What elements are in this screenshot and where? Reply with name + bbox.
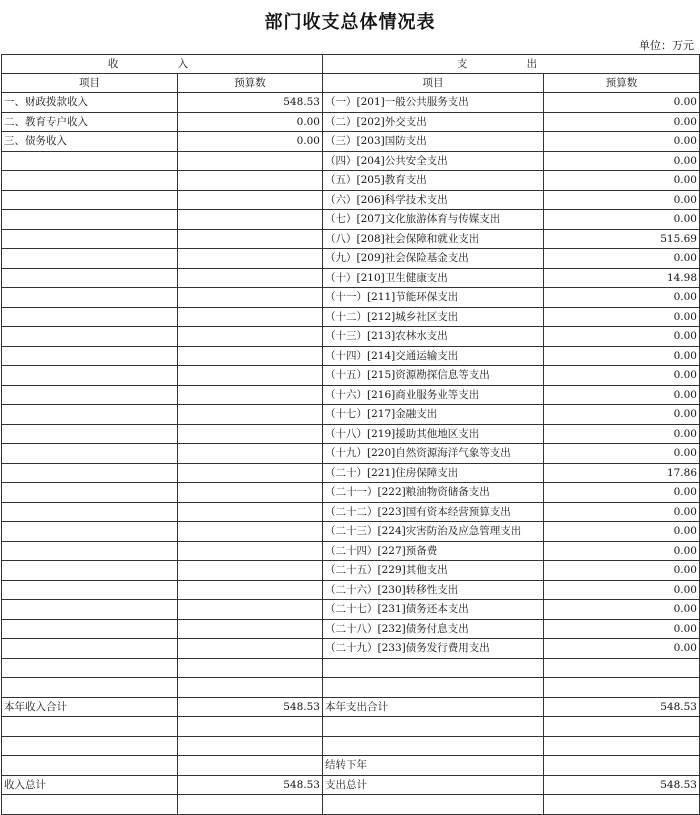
- carry-forward-label: 结转下年: [323, 756, 544, 776]
- table-row: [2, 366, 700, 386]
- blank-cell: [2, 658, 178, 678]
- table-row: [2, 561, 700, 581]
- blank-row: [2, 795, 700, 815]
- expense-total-label: 支出总计: [323, 775, 544, 795]
- expense-item-cell: （十）[210]卫生健康支出: [323, 268, 544, 288]
- table-row: [2, 112, 700, 132]
- table-row: [2, 639, 700, 659]
- expense-item-cell: （九）[209]社会保险基金支出: [323, 249, 544, 269]
- page-title: 部门收支总体情况表: [264, 12, 436, 33]
- income-item-cell: [2, 151, 178, 171]
- expense-value-cell: 0.00: [544, 210, 700, 230]
- income-item-cell: 二、教育专户收入: [2, 112, 178, 132]
- table-row: [2, 619, 700, 639]
- blank-cell: [323, 658, 544, 678]
- income-item-cell: [2, 639, 178, 659]
- income-value-cell: [178, 346, 323, 366]
- blank-cell: [323, 736, 544, 756]
- table-row: [2, 171, 700, 191]
- income-value-cell: [178, 619, 323, 639]
- expense-value-cell: 515.69: [544, 229, 700, 249]
- expense-value-cell: 0.00: [544, 424, 700, 444]
- blank-cell: [544, 717, 700, 737]
- year-income-label: 本年收入合计: [2, 697, 178, 717]
- expense-value-cell: 0.00: [544, 561, 700, 581]
- blank-cell: [544, 658, 700, 678]
- table-row: [2, 483, 700, 503]
- expense-item-cell: （二十一）[222]粮油物资储备支出: [323, 483, 544, 503]
- expense-value-cell: 0.00: [544, 327, 700, 347]
- table-row: [2, 268, 700, 288]
- expense-item-cell: （十八）[219]援助其他地区支出: [323, 424, 544, 444]
- income-value-cell: 0.00: [178, 112, 323, 132]
- income-item-cell: [2, 288, 178, 308]
- income-value-cell: [178, 229, 323, 249]
- income-item-cell: [2, 463, 178, 483]
- income-total-label: 收入总计: [2, 775, 178, 795]
- income-budget-header: 预算数: [178, 74, 323, 93]
- expense-item-cell: （十九）[220]自然资源海洋气象等支出: [323, 444, 544, 464]
- income-item-cell: [2, 229, 178, 249]
- carry-forward-value: [544, 756, 700, 776]
- income-value-cell: [178, 249, 323, 269]
- income-item-cell: [2, 385, 178, 405]
- section-header-row: [2, 55, 700, 74]
- income-value-cell: [178, 580, 323, 600]
- expense-item-cell: （二十六）[230]转移性支出: [323, 580, 544, 600]
- blank-cell: [178, 756, 323, 776]
- income-value-cell: 548.53: [178, 93, 323, 113]
- income-item-cell: [2, 561, 178, 581]
- expense-value-cell: 0.00: [544, 190, 700, 210]
- table-row: [2, 151, 700, 171]
- table-row: [2, 288, 700, 308]
- table-row: [2, 424, 700, 444]
- income-value-cell: [178, 483, 323, 503]
- income-item-cell: [2, 366, 178, 386]
- expense-item-cell: （一）[201]一般公共服务支出: [323, 93, 544, 113]
- income-item-cell: [2, 268, 178, 288]
- income-item-cell: [2, 190, 178, 210]
- expense-value-cell: 0.00: [544, 151, 700, 171]
- table-row: [2, 580, 700, 600]
- expense-item-cell: （六）[206]科学技术支出: [323, 190, 544, 210]
- income-value-cell: [178, 210, 323, 230]
- income-item-cell: [2, 327, 178, 347]
- income-value-cell: [178, 502, 323, 522]
- year-income-value: 548.53: [178, 697, 323, 717]
- expense-item-cell: （三）[203]国防支出: [323, 132, 544, 152]
- year-expense-label: 本年支出合计: [323, 697, 544, 717]
- income-value-cell: [178, 190, 323, 210]
- expense-value-cell: 0.00: [544, 288, 700, 308]
- income-item-cell: [2, 210, 178, 230]
- blank-cell: [2, 795, 178, 815]
- income-item-header: 项目: [2, 74, 178, 93]
- expense-value-cell: 0.00: [544, 385, 700, 405]
- income-item-cell: [2, 405, 178, 425]
- table-row: [2, 307, 700, 327]
- expense-item-cell: （二十八）[232]债务付息支出: [323, 619, 544, 639]
- table-row: [2, 210, 700, 230]
- expense-item-cell: （四）[204]公共安全支出: [323, 151, 544, 171]
- blank-cell: [323, 795, 544, 815]
- income-item-cell: [2, 483, 178, 503]
- expense-value-cell: 0.00: [544, 132, 700, 152]
- income-item-cell: [2, 580, 178, 600]
- income-value-cell: [178, 600, 323, 620]
- income-value-cell: [178, 151, 323, 171]
- table-row: [2, 463, 700, 483]
- blank-cell: [178, 795, 323, 815]
- income-value-cell: [178, 385, 323, 405]
- expense-value-cell: 0.00: [544, 249, 700, 269]
- income-item-cell: [2, 171, 178, 191]
- blank-cell: [2, 678, 178, 698]
- blank-cell: [323, 678, 544, 698]
- expense-value-cell: 14.98: [544, 268, 700, 288]
- expense-item-cell: （十七）[217]金融支出: [323, 405, 544, 425]
- expense-item-cell: （二十五）[229]其他支出: [323, 561, 544, 581]
- blank-row: [2, 717, 700, 737]
- income-value-cell: 0.00: [178, 132, 323, 152]
- expense-total-value: 548.53: [544, 775, 700, 795]
- expense-value-cell: 0.00: [544, 112, 700, 132]
- income-item-cell: [2, 522, 178, 542]
- blank-cell: [2, 736, 178, 756]
- expense-value-cell: 0.00: [544, 639, 700, 659]
- blank-cell: [2, 717, 178, 737]
- expense-item-cell: （五）[205]教育支出: [323, 171, 544, 191]
- expense-value-cell: 0.00: [544, 93, 700, 113]
- blank-row: [2, 736, 700, 756]
- expense-value-cell: 0.00: [544, 541, 700, 561]
- table-row: [2, 405, 700, 425]
- income-item-cell: [2, 600, 178, 620]
- blank-cell: [544, 795, 700, 815]
- income-value-cell: [178, 639, 323, 659]
- income-value-cell: [178, 444, 323, 464]
- expense-item-cell: （二十）[221]住房保障支出: [323, 463, 544, 483]
- expense-item-cell: （十四）[214]交通运输支出: [323, 346, 544, 366]
- income-value-cell: [178, 288, 323, 308]
- table-row: [2, 93, 700, 113]
- income-value-cell: [178, 405, 323, 425]
- table-row: [2, 444, 700, 464]
- table-row: [2, 522, 700, 542]
- expense-value-cell: 0.00: [544, 600, 700, 620]
- expense-item-cell: （二十四）[227]预备费: [323, 541, 544, 561]
- column-header-row: [2, 74, 700, 93]
- year-total-row: [2, 697, 700, 717]
- expense-item-header: 项目: [323, 74, 544, 93]
- expense-item-cell: （十二）[212]城乡社区支出: [323, 307, 544, 327]
- expense-value-cell: 17.86: [544, 463, 700, 483]
- expense-value-cell: 0.00: [544, 502, 700, 522]
- year-expense-value: 548.53: [544, 697, 700, 717]
- blank-row: [2, 658, 700, 678]
- expense-item-cell: （十五）[215]资源勘探信息等支出: [323, 366, 544, 386]
- table-row: [2, 346, 700, 366]
- income-item-cell: [2, 619, 178, 639]
- expense-item-cell: （八）[208]社会保障和就业支出: [323, 229, 544, 249]
- income-item-cell: [2, 346, 178, 366]
- income-value-cell: [178, 561, 323, 581]
- income-value-cell: [178, 307, 323, 327]
- table-row: [2, 541, 700, 561]
- expense-item-cell: （二十三）[224]灾害防治及应急管理支出: [323, 522, 544, 542]
- income-item-cell: [2, 502, 178, 522]
- income-item-cell: 一、财政拨款收入: [2, 93, 178, 113]
- table-row: [2, 132, 700, 152]
- expense-value-cell: 0.00: [544, 444, 700, 464]
- income-value-cell: [178, 463, 323, 483]
- expense-value-cell: 0.00: [544, 522, 700, 542]
- table-row: [2, 502, 700, 522]
- blank-cell: [178, 717, 323, 737]
- income-item-cell: [2, 541, 178, 561]
- expense-value-cell: 0.00: [544, 366, 700, 386]
- income-value-cell: [178, 366, 323, 386]
- expense-value-cell: 0.00: [544, 483, 700, 503]
- expense-section-header: 支 出: [323, 55, 700, 74]
- table-row: [2, 249, 700, 269]
- income-section-header: 收 入: [2, 55, 323, 74]
- unit-label: 单位：万元: [639, 39, 694, 52]
- table-row: [2, 327, 700, 347]
- income-item-cell: [2, 424, 178, 444]
- table-row: [2, 385, 700, 405]
- income-value-cell: [178, 268, 323, 288]
- table-row: [2, 229, 700, 249]
- carry-forward-row: [2, 756, 700, 776]
- expense-item-cell: （十六）[216]商业服务业等支出: [323, 385, 544, 405]
- expense-value-cell: 0.00: [544, 346, 700, 366]
- blank-cell: [323, 717, 544, 737]
- table-row: [2, 190, 700, 210]
- budget-table: [1, 54, 700, 815]
- income-item-cell: [2, 307, 178, 327]
- expense-value-cell: 0.00: [544, 580, 700, 600]
- expense-value-cell: 0.00: [544, 307, 700, 327]
- expense-item-cell: （十三）[213]农林水支出: [323, 327, 544, 347]
- income-value-cell: [178, 327, 323, 347]
- grand-total-row: [2, 775, 700, 795]
- blank-cell: [544, 736, 700, 756]
- income-item-cell: [2, 444, 178, 464]
- income-total-value: 548.53: [178, 775, 323, 795]
- income-value-cell: [178, 171, 323, 191]
- table-row: [2, 600, 700, 620]
- expense-item-cell: （二十二）[223]国有资本经营预算支出: [323, 502, 544, 522]
- income-value-cell: [178, 522, 323, 542]
- expense-budget-header: 预算数: [544, 74, 700, 93]
- blank-cell: [178, 736, 323, 756]
- expense-item-cell: （二）[202]外交支出: [323, 112, 544, 132]
- expense-item-cell: （十一）[211]节能环保支出: [323, 288, 544, 308]
- blank-cell: [178, 678, 323, 698]
- expense-item-cell: （七）[207]文化旅游体育与传媒支出: [323, 210, 544, 230]
- expense-value-cell: 0.00: [544, 171, 700, 191]
- income-item-cell: 三、债务收入: [2, 132, 178, 152]
- blank-cell: [544, 678, 700, 698]
- income-item-cell: [2, 249, 178, 269]
- blank-row: [2, 678, 700, 698]
- blank-cell: [178, 658, 323, 678]
- income-value-cell: [178, 541, 323, 561]
- income-value-cell: [178, 424, 323, 444]
- expense-value-cell: 0.00: [544, 619, 700, 639]
- expense-value-cell: 0.00: [544, 405, 700, 425]
- expense-item-cell: （二十七）[231]债务还本支出: [323, 600, 544, 620]
- blank-cell: [2, 756, 178, 776]
- expense-item-cell: （二十九）[233]债务发行费用支出: [323, 639, 544, 659]
